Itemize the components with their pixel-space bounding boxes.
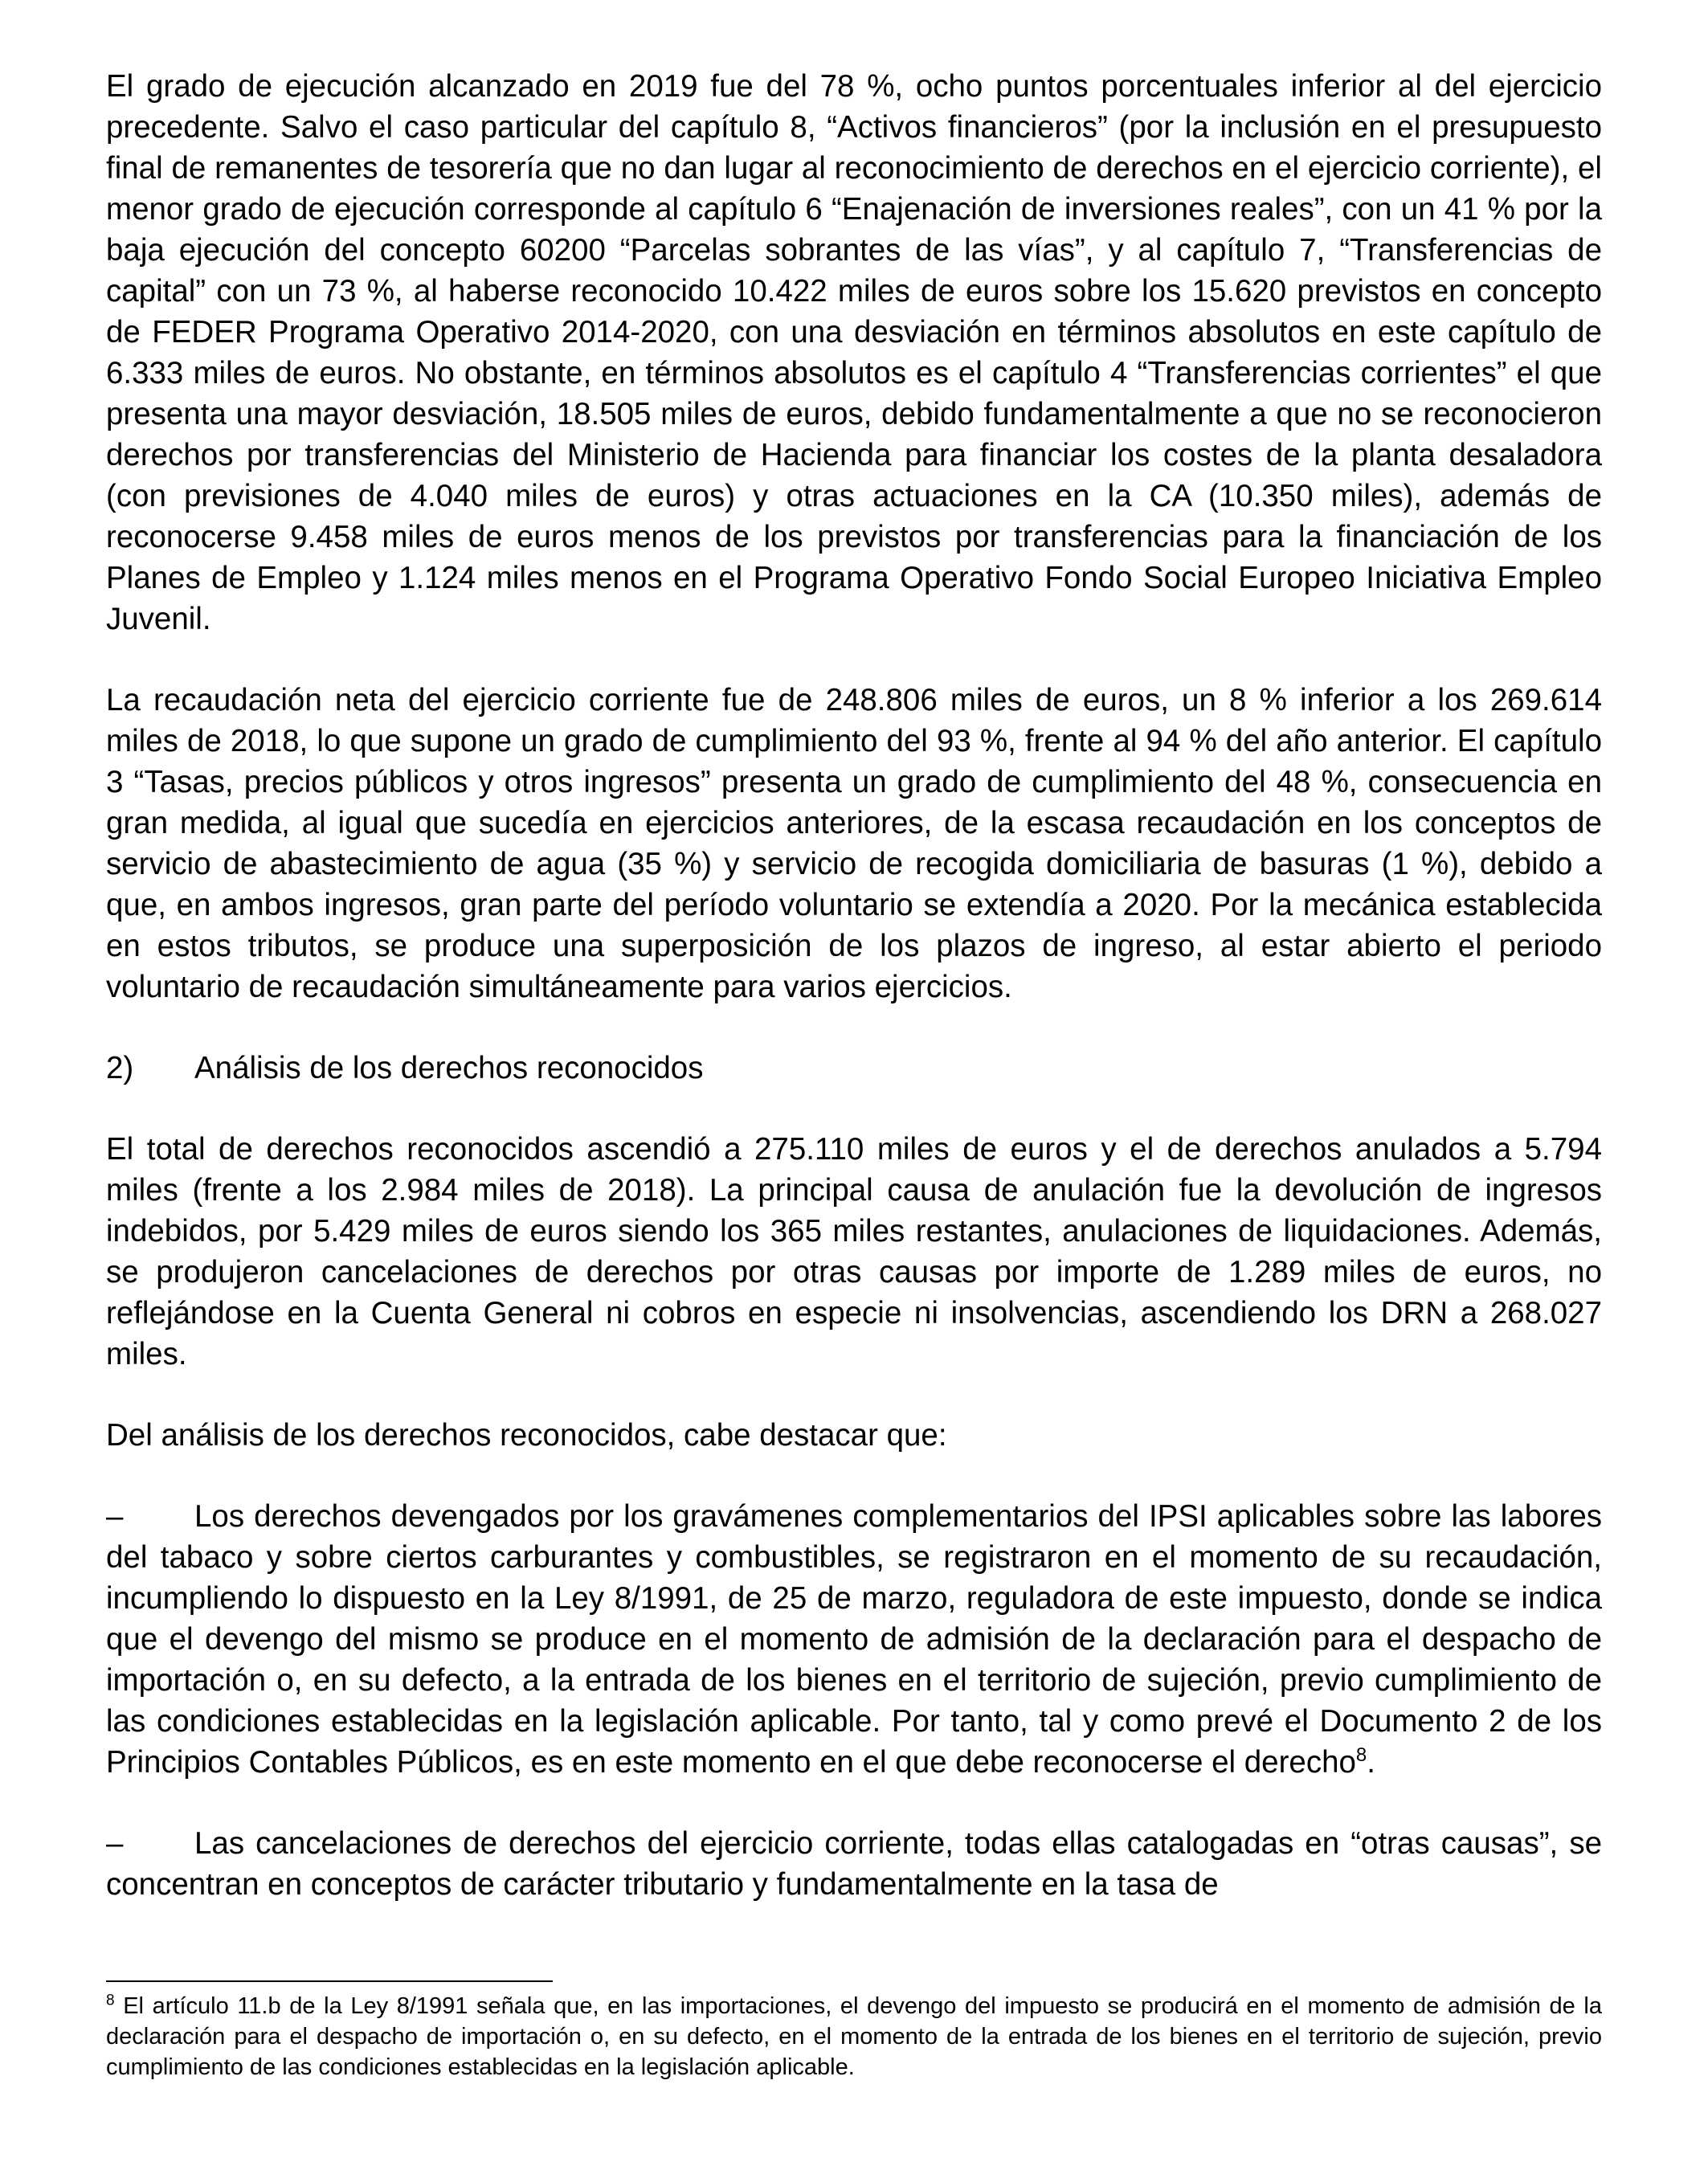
bullet-text-end: . bbox=[1367, 1745, 1375, 1780]
paragraph-analysis-intro: Del análisis de los derechos reconocidos, cabe destacar que: bbox=[106, 1418, 947, 1453]
bullet-item-ipsi bbox=[106, 1496, 1602, 1783]
document-body bbox=[106, 66, 1602, 1945]
bullet-dash: – bbox=[106, 1826, 124, 1861]
footnote bbox=[106, 1991, 1602, 2082]
bullet-text-cancellations: Las cancelaciones de derechos del ejercicio corriente, todas ellas catalogadas en “otras causas”, se concentran en conceptos de carácter tributario y fundamentalmente en la tasa de bbox=[106, 1826, 1602, 1902]
section-number: 2) bbox=[106, 1051, 134, 1085]
footnote-marker: 8 bbox=[106, 1992, 115, 2009]
paragraph-execution-degree: El grado de ejecución alcanzado en 2019 fue del 78 %, ocho puntos porcentuales inferior al del ejercicio precedente. Salvo el caso particular del capítulo 8, “Activos financieros” (por la inclusión en el presupuesto final de remanentes de tesorería que no dan lugar al reconocimiento de derechos en el ejercicio corriente), el menor grado de ejecución corresponde al capítulo 6 “Enajenación de inversiones reales”, con un 41 % por la baja ejecución del concepto 60200 “Parcelas sobrantes de las vías”, y al capítulo 7, “Transferencias de capital” con un 73 %, al haberse reconocido 10.422 miles de euros sobre los 15.620 previstos en concepto de FEDER Programa Operativo 2014-2020, con una desviación en términos absolutos en este capítulo de 6.333 miles de euros. No obstante, en términos absolutos es el capítulo 4 “Transferencias corrientes” el que presenta una mayor desviación, 18.505 miles de euros, debido fundamentalmente a que no se reconocieron derechos por transferencias del Ministerio de Hacienda para financiar los costes de la planta desaladora (con previsiones de 4.040 miles de euros) y otras actuaciones en la CA (10.350 miles), además de reconocerse 9.458 miles de euros menos de los previstos por transferencias para la financiación de los Planes de Empleo y 1.124 miles menos en el Programa Operativo Fondo Social Europeo Iniciativa Empleo Juvenil. bbox=[106, 69, 1602, 636]
bullet-dash: – bbox=[106, 1499, 124, 1534]
footnote-text: El artículo 11.b de la Ley 8/1991 señala que, en las importaciones, el devengo del impuesto se producirá en el momento de admisión de la declaración para el despacho de importación o, en su defecto, en el momento de la entrada de los bienes en el territorio de sujeción, previo cumplimiento de las condiciones establecidas en la legislación aplicable. bbox=[106, 1993, 1602, 2080]
paragraph-recognized-rights: El total de derechos reconocidos ascendió a 275.110 miles de euros y el de derechos anulados a 5.794 miles (frente a los 2.984 miles de 2018). La principal causa de anulación fue la devolución de ingresos indebidos, por 5.429 miles de euros siendo los 365 miles restantes, anulaciones de liquidaciones. Además, se produjeron cancelaciones de derechos por otras causas por importe de 1.289 miles de euros, no reflejándose en la Cuenta General ni cobros en especie ni insolvencias, ascendiendo los DRN a 268.027 miles. bbox=[106, 1132, 1602, 1371]
bullet-text-ipsi: Los derechos devengados por los gravámenes complementarios del IPSI aplicables sobre las labores del tabaco y sobre ciertos carburantes y combustibles, se registraron en el momento de su recaudación, incumpliendo lo dispuesto en la Ley 8/1991, de 25 de marzo, reguladora de este impuesto, donde se indica que el devengo del mismo se produce en el momento de admisión de la declaración para el despacho de importación o, en su defecto, a la entrada de los bienes en el territorio de sujeción, previo cumplimiento de las condiciones establecidas en la legislación aplicable. Por tanto, tal y como prevé el Documento 2 de los Principios Contables Públicos, es en este momento en el que debe reconocerse el derecho bbox=[106, 1499, 1602, 1780]
bullet-item-cancellations bbox=[106, 1823, 1602, 1905]
paragraph-net-collection: La recaudación neta del ejercicio corriente fue de 248.806 miles de euros, un 8 % inferior a los 269.614 miles de 2018, lo que supone un grado de cumplimiento del 93 %, frente al 94 % del año anterior. El capítulo 3 “Tasas, precios públicos y otros ingresos” presenta un grado de cumplimiento del 48 %, consecuencia en gran medida, al igual que sucedía en ejercicios anteriores, de la escasa recaudación en los conceptos de servicio de abastecimiento de agua (35 %) y servicio de recogida domiciliaria de basuras (1 %), debido a que, en ambos ingresos, gran parte del período voluntario se extendía a 2020. Por la mecánica establecida en estos tributos, se produce una superposición de los plazos de ingreso, al estar abierto el periodo voluntario de recaudación simultáneamente para varios ejercicios. bbox=[106, 683, 1602, 1004]
section-title: Análisis de los derechos reconocidos bbox=[194, 1051, 704, 1085]
section-heading bbox=[106, 1048, 1602, 1089]
footnote-reference[interactable]: 8 bbox=[1355, 1744, 1367, 1767]
footnote-separator bbox=[106, 1980, 553, 1982]
